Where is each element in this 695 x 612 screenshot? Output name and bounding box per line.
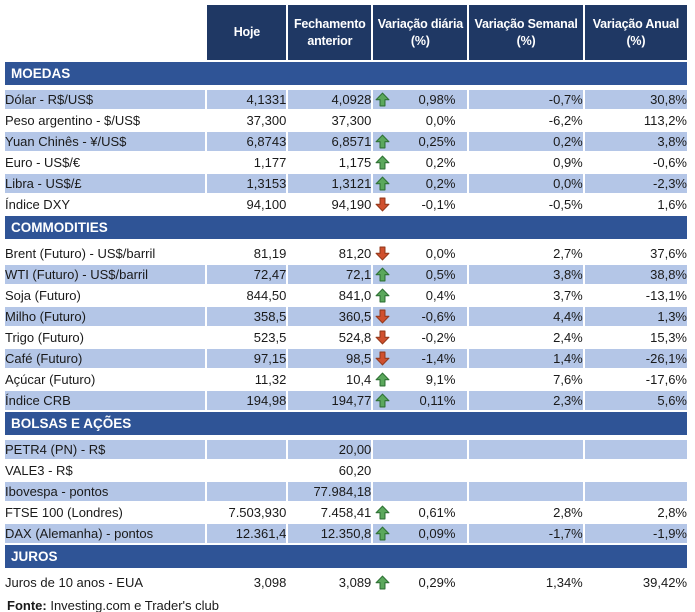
- daily-change-value: 0,0%: [425, 113, 456, 128]
- cell-fechamento-anterior: 524,8: [288, 328, 371, 347]
- cell-fechamento-anterior: 10,4: [288, 370, 371, 389]
- up-arrow-icon: [375, 134, 390, 149]
- cell-variacao-anual: -1,9%: [585, 524, 687, 543]
- cell-variacao-anual: [585, 482, 687, 501]
- cell-variacao-diaria: [373, 328, 467, 347]
- source-text: Investing.com e Trader's club: [46, 598, 220, 612]
- daily-change-value: 0,5%: [425, 267, 456, 282]
- col-header-hoje: Hoje: [207, 5, 286, 60]
- cell-variacao-anual: [585, 440, 687, 459]
- cell-variacao-diaria: [373, 111, 467, 130]
- table-row-ibovespa-pontos: [5, 482, 687, 501]
- cell-hoje: 844,50: [207, 286, 286, 305]
- cell-variacao-diaria: [373, 573, 467, 592]
- down-arrow-icon: [375, 309, 390, 324]
- corner-cell: [5, 5, 205, 60]
- cell-hoje: [207, 482, 286, 501]
- cell-variacao-semanal: 1,34%: [469, 573, 582, 592]
- table-row-ac-u-car-futuro: [5, 370, 687, 389]
- cell-variacao-diaria: [373, 132, 467, 151]
- row-label: Trigo (Futuro): [5, 328, 205, 347]
- cell-variacao-semanal: 2,8%: [469, 503, 582, 522]
- cell-variacao-diaria: [373, 90, 467, 109]
- cell-variacao-semanal: 0,0%: [469, 174, 582, 193]
- source-label: Fonte:: [7, 598, 47, 612]
- daily-change-value: 0,11%: [419, 393, 456, 408]
- cell-fechamento-anterior: 194,77: [288, 391, 371, 410]
- cell-variacao-semanal: 0,9%: [469, 153, 582, 172]
- down-arrow-icon: [375, 246, 390, 261]
- cell-variacao-anual: -2,3%: [585, 174, 687, 193]
- cell-variacao-semanal: -1,7%: [469, 524, 582, 543]
- section-row-juros: [5, 545, 687, 571]
- table-row-cafe-futuro: [5, 349, 687, 368]
- daily-change-value: -0,1%: [421, 197, 456, 212]
- daily-change-value: -0,2%: [421, 330, 456, 345]
- up-arrow-icon: [375, 176, 390, 191]
- row-label: Brent (Futuro) - US$/barril: [5, 244, 205, 263]
- no-arrow-placeholder: [375, 484, 390, 499]
- cell-fechamento-anterior: 3,089: [288, 573, 371, 592]
- cell-hoje: 12.361,4: [207, 524, 286, 543]
- col-header-variacao-semanal: Variação Semanal (%): [469, 5, 582, 60]
- col-header-variacao-diaria: Variação diária (%): [373, 5, 467, 60]
- cell-hoje: 194,98: [207, 391, 286, 410]
- cell-variacao-anual: -13,1%: [585, 286, 687, 305]
- cell-fechamento-anterior: 1,3121: [288, 174, 371, 193]
- section-header-bolsas-e-ac-o-es: BOLSAS E AÇÕES: [5, 412, 687, 438]
- cell-fechamento-anterior: 37,300: [288, 111, 371, 130]
- cell-variacao-semanal: [469, 440, 582, 459]
- table-row-trigo-futuro: [5, 328, 687, 347]
- cell-variacao-anual: 1,3%: [585, 307, 687, 326]
- cell-variacao-semanal: 3,7%: [469, 286, 582, 305]
- cell-variacao-diaria: [373, 244, 467, 263]
- cell-variacao-semanal: 2,3%: [469, 391, 582, 410]
- cell-variacao-diaria: [373, 349, 467, 368]
- row-label: Milho (Futuro): [5, 307, 205, 326]
- daily-change-value: 0,4%: [425, 288, 456, 303]
- up-arrow-icon: [375, 92, 390, 107]
- table-row-brent-futuro-us-barril: [5, 244, 687, 263]
- row-label: Peso argentino - $/US$: [5, 111, 205, 130]
- cell-hoje: 523,5: [207, 328, 286, 347]
- col-header-variacao-anual: Variação Anual (%): [585, 5, 687, 60]
- section-header-juros: JUROS: [5, 545, 687, 571]
- cell-variacao-diaria: [373, 265, 467, 284]
- down-arrow-icon: [375, 197, 390, 212]
- cell-hoje: 3,098: [207, 573, 286, 592]
- cell-hoje: 97,15: [207, 349, 286, 368]
- cell-hoje: 4,1331: [207, 90, 286, 109]
- row-label: PETR4 (PN) - R$: [5, 440, 205, 459]
- up-arrow-icon: [375, 155, 390, 170]
- cell-fechamento-anterior: 60,20: [288, 461, 371, 480]
- cell-variacao-anual: 15,3%: [585, 328, 687, 347]
- cell-variacao-diaria: [373, 440, 467, 459]
- section-row-commodities: [5, 216, 687, 242]
- cell-hoje: 72,47: [207, 265, 286, 284]
- up-arrow-icon: [375, 267, 390, 282]
- daily-change-value: -0,6%: [421, 309, 456, 324]
- table-row-peso-argentino-us: [5, 111, 687, 130]
- table-row-yuan-chine-s-us: [5, 132, 687, 151]
- cell-variacao-anual: 1,6%: [585, 195, 687, 214]
- cell-variacao-semanal: 4,4%: [469, 307, 582, 326]
- cell-fechamento-anterior: 360,5: [288, 307, 371, 326]
- row-label: WTI (Futuro) - US$/barril: [5, 265, 205, 284]
- up-arrow-icon: [375, 393, 390, 408]
- cell-variacao-semanal: -0,5%: [469, 195, 582, 214]
- table-row-libra-us: [5, 174, 687, 193]
- table-row-i-ndice-crb: [5, 391, 687, 410]
- cell-variacao-anual: -26,1%: [585, 349, 687, 368]
- daily-change-value: 0,09%: [418, 526, 456, 541]
- table-row-soja-futuro: [5, 286, 687, 305]
- cell-hoje: 1,177: [207, 153, 286, 172]
- source-note: [3, 598, 693, 612]
- row-label: DAX (Alemanha) - pontos: [5, 524, 205, 543]
- cell-fechamento-anterior: 1,175: [288, 153, 371, 172]
- daily-change-value: 0,2%: [425, 176, 456, 191]
- cell-fechamento-anterior: 4,0928: [288, 90, 371, 109]
- cell-fechamento-anterior: 12.350,8: [288, 524, 371, 543]
- row-label: Yuan Chinês - ¥/US$: [5, 132, 205, 151]
- table-row-wti-futuro-us-barril: [5, 265, 687, 284]
- cell-variacao-anual: 113,2%: [585, 111, 687, 130]
- table-row-juros-de-10-anos-eua: [5, 573, 687, 592]
- row-label: Soja (Futuro): [5, 286, 205, 305]
- cell-fechamento-anterior: 72,1: [288, 265, 371, 284]
- row-label: Dólar - R$/US$: [5, 90, 205, 109]
- cell-fechamento-anterior: 6,8571: [288, 132, 371, 151]
- up-arrow-icon: [375, 575, 390, 590]
- cell-hoje: 37,300: [207, 111, 286, 130]
- no-arrow-placeholder: [375, 442, 390, 457]
- table-row-dax-alemanha-pontos: [5, 524, 687, 543]
- cell-variacao-semanal: 1,4%: [469, 349, 582, 368]
- cell-fechamento-anterior: 7.458,41: [288, 503, 371, 522]
- cell-variacao-anual: -0,6%: [585, 153, 687, 172]
- table-row-do-lar-r-us: [5, 90, 687, 109]
- cell-hoje: [207, 440, 286, 459]
- daily-change-value: 0,25%: [418, 134, 456, 149]
- cell-variacao-diaria: [373, 524, 467, 543]
- cell-variacao-diaria: [373, 195, 467, 214]
- cell-variacao-semanal: -6,2%: [469, 111, 582, 130]
- row-label: Ibovespa - pontos: [5, 482, 205, 501]
- row-label: Euro - US$/€: [5, 153, 205, 172]
- cell-hoje: 1,3153: [207, 174, 286, 193]
- cell-variacao-anual: [585, 461, 687, 480]
- no-arrow-placeholder: [375, 113, 390, 128]
- cell-variacao-semanal: [469, 482, 582, 501]
- table-row-petr4-pn-r: [5, 440, 687, 459]
- cell-variacao-semanal: -0,7%: [469, 90, 582, 109]
- daily-change-value: 0,61%: [418, 505, 456, 520]
- daily-change-value: 0,0%: [425, 246, 456, 261]
- down-arrow-icon: [375, 330, 390, 345]
- cell-variacao-anual: -17,6%: [585, 370, 687, 389]
- daily-change-value: 0,29%: [418, 575, 456, 590]
- financial-summary-table: [3, 3, 689, 594]
- section-row-bolsas-e-ac-o-es: [5, 412, 687, 438]
- up-arrow-icon: [375, 288, 390, 303]
- cell-variacao-anual: 5,6%: [585, 391, 687, 410]
- col-header-fechamento-anterior: Fechamento anterior: [288, 5, 371, 60]
- cell-variacao-anual: 38,8%: [585, 265, 687, 284]
- cell-variacao-diaria: [373, 461, 467, 480]
- cell-variacao-semanal: 0,2%: [469, 132, 582, 151]
- daily-change-value: -1,4%: [421, 351, 456, 366]
- daily-change-value: 0,2%: [425, 155, 456, 170]
- cell-hoje: [207, 461, 286, 480]
- row-label: Café (Futuro): [5, 349, 205, 368]
- cell-variacao-diaria: [373, 153, 467, 172]
- daily-change-value: 0,98%: [418, 92, 456, 107]
- up-arrow-icon: [375, 526, 390, 541]
- section-header-moedas: MOEDAS: [5, 62, 687, 88]
- cell-variacao-semanal: 2,4%: [469, 328, 582, 347]
- cell-variacao-semanal: 7,6%: [469, 370, 582, 389]
- cell-variacao-semanal: 3,8%: [469, 265, 582, 284]
- cell-variacao-semanal: 2,7%: [469, 244, 582, 263]
- down-arrow-icon: [375, 351, 390, 366]
- cell-variacao-diaria: [373, 307, 467, 326]
- cell-fechamento-anterior: 841,0: [288, 286, 371, 305]
- cell-fechamento-anterior: 77.984,18: [288, 482, 371, 501]
- cell-hoje: 94,100: [207, 195, 286, 214]
- cell-variacao-diaria: [373, 503, 467, 522]
- cell-variacao-diaria: [373, 391, 467, 410]
- row-label: VALE3 - R$: [5, 461, 205, 480]
- cell-fechamento-anterior: 94,190: [288, 195, 371, 214]
- table-row-ftse-100-londres: [5, 503, 687, 522]
- header-row: [5, 5, 687, 60]
- row-label: Açúcar (Futuro): [5, 370, 205, 389]
- cell-hoje: 6,8743: [207, 132, 286, 151]
- table-row-i-ndice-dxy: [5, 195, 687, 214]
- cell-fechamento-anterior: 81,20: [288, 244, 371, 263]
- cell-variacao-diaria: [373, 370, 467, 389]
- row-label: Juros de 10 anos - EUA: [5, 573, 205, 592]
- row-label: FTSE 100 (Londres): [5, 503, 205, 522]
- cell-hoje: 358,5: [207, 307, 286, 326]
- cell-variacao-anual: 39,42%: [585, 573, 687, 592]
- section-header-commodities: COMMODITIES: [5, 216, 687, 242]
- row-label: Índice CRB: [5, 391, 205, 410]
- cell-variacao-semanal: [469, 461, 582, 480]
- cell-hoje: 11,32: [207, 370, 286, 389]
- cell-variacao-anual: 30,8%: [585, 90, 687, 109]
- cell-fechamento-anterior: 20,00: [288, 440, 371, 459]
- cell-variacao-anual: 3,8%: [585, 132, 687, 151]
- cell-variacao-diaria: [373, 286, 467, 305]
- cell-variacao-anual: 2,8%: [585, 503, 687, 522]
- no-arrow-placeholder: [375, 463, 390, 478]
- table-row-vale3-r: [5, 461, 687, 480]
- table-row-euro-us: [5, 153, 687, 172]
- daily-change-value: 9,1%: [425, 372, 456, 387]
- cell-variacao-anual: 37,6%: [585, 244, 687, 263]
- up-arrow-icon: [375, 505, 390, 520]
- cell-variacao-diaria: [373, 174, 467, 193]
- table-row-milho-futuro: [5, 307, 687, 326]
- cell-hoje: 81,19: [207, 244, 286, 263]
- section-row-moedas: [5, 62, 687, 88]
- row-label: Libra - US$/£: [5, 174, 205, 193]
- up-arrow-icon: [375, 372, 390, 387]
- cell-fechamento-anterior: 98,5: [288, 349, 371, 368]
- row-label: Índice DXY: [5, 195, 205, 214]
- cell-hoje: 7.503,930: [207, 503, 286, 522]
- cell-variacao-diaria: [373, 482, 467, 501]
